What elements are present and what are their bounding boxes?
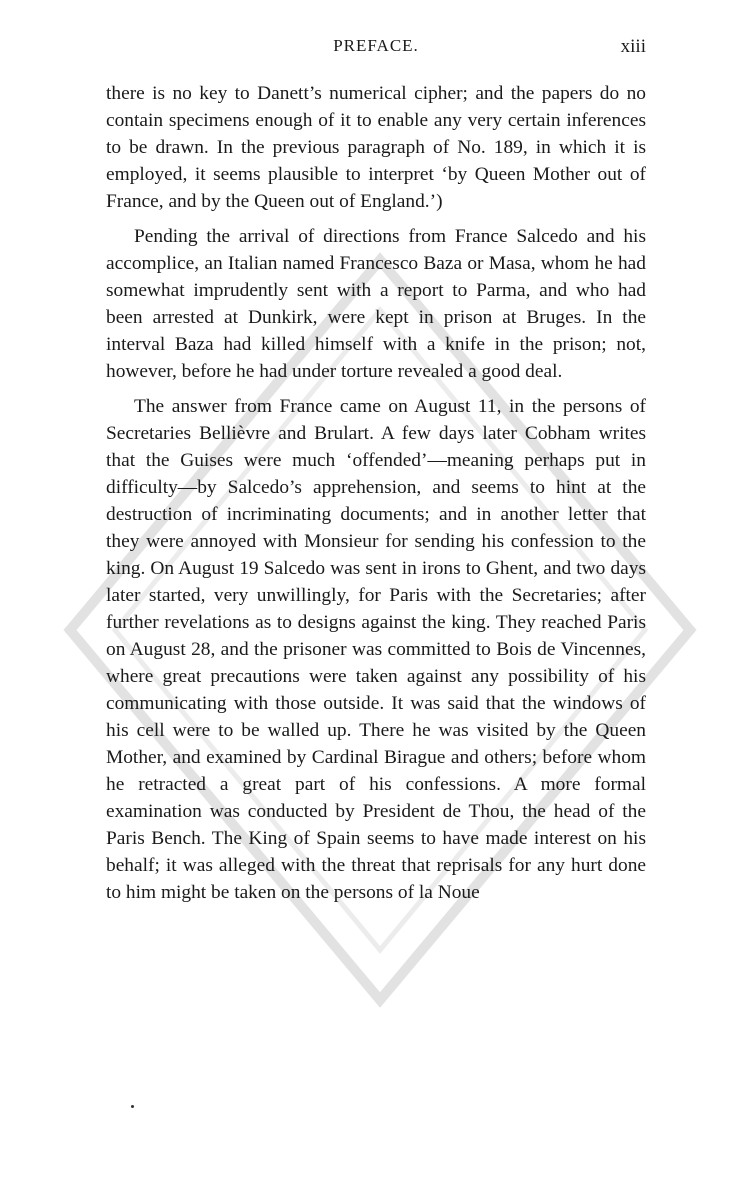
running-head: PREFACE. bbox=[333, 36, 419, 55]
paragraph-1: there is no key to Danett’s numerical cipher; and the papers do no contain specimens enough of it to enable any very certain inferences to be drawn. In the previous paragraph of No. 189, in which it is employed, it seems plausible to interpret ‘by Queen Mother out of France, and by the Queen out of England.’) bbox=[106, 83, 646, 212]
paragraph-2: Pending the arrival of directions from France Salcedo and his accomplice, an Italian named Francesco Baza or Masa, whom he had somewhat imprudently sent with a report to Parma, and who had been arrested at Dunkirk, were kept in prison at Bruges. In the interval Baza had killed himself with a knife in the prison; not, however, before he had under torture revealed a good deal. bbox=[106, 226, 646, 382]
body-text bbox=[106, 80, 646, 914]
stray-ink-mark bbox=[131, 1105, 134, 1108]
page-header bbox=[106, 36, 646, 60]
page-number: xiii bbox=[620, 36, 646, 57]
paragraph-3: The answer from France came on August 11, in the persons of Secretaries Bellièvre and Brulart. A few days later Cobham writes that the Guises were much ‘offended’—meaning perhaps put in difficulty—by Salcedo’s apprehension, and seems to hint at the destruction of incriminating documents; and in another letter that they were annoyed with Monsieur for sending his confession to the king. On August 19 Salcedo was sent in irons to Ghent, and two days later started, very unwillingly, for Paris with the Secretaries; after further revelations as to designs against the king. They reached Paris on August 28, and the prisoner was committed to Bois de Vincennes, where great precautions were taken against any possibility of his communicating with those outside. It was said that the windows of his cell were to be walled up. There he was visited by the Queen Mother, and examined by Cardinal Birague and others; before whom he retracted a great part of his confessions. A more formal examination was conducted by President de Thou, the head of the Paris Bench. The King of Spain seems to have made interest on his behalf; it was alleged with the threat that reprisals for any hurt done to him might be taken on the persons of la Noue bbox=[106, 396, 646, 903]
